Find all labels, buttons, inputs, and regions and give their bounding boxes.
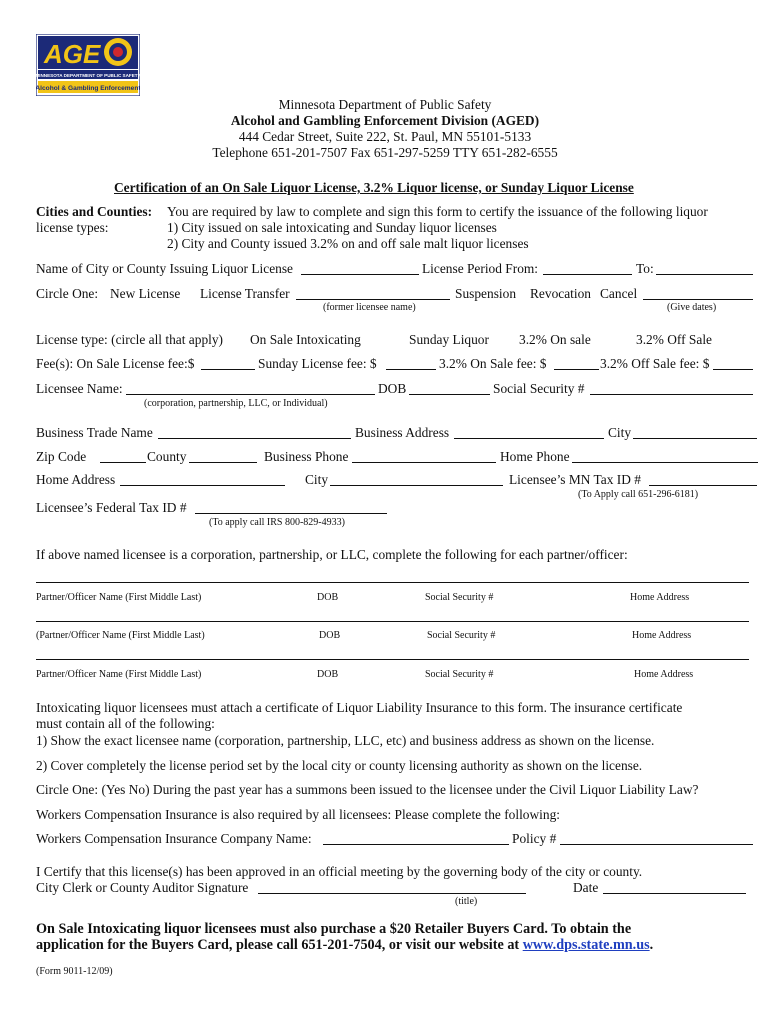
buyers-card-notice-1: On Sale Intoxicating liquor licensees must also purchase a $20 Retailer Buyers Card. To obtain the — [36, 921, 632, 937]
workers-comp-company-label: Workers Compensation Insurance Company Name: — [36, 831, 312, 846]
partner-row-3-address: Home Address — [634, 669, 694, 680]
corporation-note: (corporation, partnership, LLC, or Individual) — [144, 398, 328, 409]
mn-tax-note: (To Apply call 651-296-6181) — [578, 489, 699, 500]
insurance-text-2: must contain all of the following: — [36, 716, 215, 731]
zip-label: Zip Code — [36, 449, 87, 464]
option-cancel[interactable]: Cancel — [600, 286, 638, 301]
licensee-dob-label: DOB — [378, 381, 407, 396]
intro-item-2: 2) City and County issued 3.2% on and off sale malt liquor licenses — [167, 236, 529, 251]
county-field[interactable] — [189, 462, 257, 463]
licensee-dob-field[interactable] — [409, 394, 490, 395]
partner-row-2-line[interactable] — [36, 621, 749, 622]
give-dates-field[interactable] — [643, 299, 753, 300]
partner-row-3-ssn: Social Security # — [425, 669, 494, 680]
partner-row-2-address: Home Address — [632, 630, 692, 641]
type-sunday-liquor[interactable]: Sunday Liquor — [409, 332, 489, 347]
licensee-name-field[interactable] — [126, 394, 375, 395]
certify-text: I Certify that this license(s) has been approved in an official meeting by the governing body of the city or county. — [36, 864, 643, 879]
intro-label-2: license types: — [36, 220, 109, 235]
option-revocation[interactable]: Revocation — [530, 286, 591, 301]
header-department: Minnesota Department of Public Safety — [278, 97, 492, 112]
fee-on-sale-field[interactable] — [201, 369, 255, 370]
insurance-item-1: 1) Show the exact licensee name (corporation, partnership, LLC, etc) and business address as shown on the license. — [36, 733, 655, 748]
fee-sunday-field[interactable] — [386, 369, 436, 370]
fee-3-2-on-field[interactable] — [554, 369, 599, 370]
type-3-2-off-sale[interactable]: 3.2% Off Sale — [636, 332, 712, 347]
fee-sunday-label: Sunday License fee: $ — [258, 356, 377, 371]
signature-field[interactable] — [258, 893, 526, 894]
intro-text: You are required by law to complete and sign this form to certify the issuance of the following liquor — [167, 204, 708, 219]
logo-banner: Alcohol & Gambling Enforcement — [36, 85, 140, 92]
business-city-field[interactable] — [633, 438, 757, 439]
workers-comp-text: Workers Compensation Insurance is also required by all licensees: Please complete the following: — [36, 807, 560, 822]
business-address-field[interactable] — [454, 438, 604, 439]
issuing-field[interactable] — [301, 274, 419, 275]
licensee-ssn-field[interactable] — [590, 394, 753, 395]
intro-label: Cities and Counties: — [36, 204, 153, 219]
partner-row-1-ssn: Social Security # — [425, 592, 494, 603]
period-to-label: To: — [636, 261, 654, 276]
county-label: County — [147, 449, 187, 464]
partner-row-2-ssn: Social Security # — [427, 630, 496, 641]
insurance-item-2: 2) Cover completely the license period set by the local city or county licensing authority as shown on the license. — [36, 758, 643, 773]
home-city-label: City — [305, 472, 329, 487]
notice-period: . — [649, 937, 654, 953]
business-city-label: City — [608, 425, 632, 440]
home-phone-field[interactable] — [572, 462, 758, 463]
mn-tax-field[interactable] — [649, 485, 757, 486]
partner-row-1-dob: DOB — [317, 592, 339, 603]
signature-label: City Clerk or County Auditor Signature — [36, 880, 249, 895]
circle-one-label: Circle One: — [36, 286, 99, 301]
period-from-field[interactable] — [543, 274, 632, 275]
period-to-field[interactable] — [656, 274, 753, 275]
home-address-label: Home Address — [36, 472, 116, 487]
header-division: Alcohol and Gambling Enforcement Division (AGED) — [230, 113, 540, 128]
type-3-2-on-sale[interactable]: 3.2% On sale — [519, 332, 591, 347]
federal-tax-field[interactable] — [195, 513, 387, 514]
fee-3-2-off-field[interactable] — [713, 369, 753, 370]
issuing-label: Name of City or County Issuing Liquor License — [36, 261, 293, 276]
logo-letters: AGE — [44, 39, 101, 69]
business-phone-field[interactable] — [352, 462, 496, 463]
licensee-ssn-label: Social Security # — [493, 381, 585, 396]
license-type-label: License type: (circle all that apply) — [36, 332, 224, 347]
business-phone-label: Business Phone — [264, 449, 349, 464]
workers-comp-company-field[interactable] — [323, 844, 509, 845]
dps-website-link[interactable]: www.dps.state.mn.us — [522, 937, 650, 953]
federal-tax-note: (To apply call IRS 800-829-4933) — [209, 517, 345, 528]
header-phones: Telephone 651-201-7507 Fax 651-297-5259 TTY 651-282-6555 — [212, 145, 558, 160]
aged-logo — [36, 34, 140, 96]
insurance-text-1: Intoxicating liquor licensees must attach a certificate of Liquor Liability Insurance to this form. The insurance certificate — [36, 700, 683, 715]
partner-row-1-line[interactable] — [36, 582, 749, 583]
logo-subtitle: MINNESOTA DEPARTMENT OF PUBLIC SAFETY — [36, 73, 140, 78]
partner-row-3-dob: DOB — [317, 669, 339, 680]
partners-intro: If above named licensee is a corporation, partnership, or LLC, complete the following for each partner/officer: — [36, 547, 628, 562]
partner-row-3-line[interactable] — [36, 659, 749, 660]
form-title: Certification of an On Sale Liquor License, 3.2% Liquor license, or Sunday Liquor License — [114, 180, 634, 195]
partner-row-3-name: Partner/Officer Name (First Middle Last) — [36, 669, 202, 680]
date-field[interactable] — [603, 893, 746, 894]
header-address: 444 Cedar Street, Suite 222, St. Paul, MN 55101-5133 — [238, 129, 532, 144]
fee-3-2-off-label: 3.2% Off Sale fee: $ — [600, 356, 710, 371]
intro-item-1: 1) City issued on sale intoxicating and Sunday liquor licenses — [167, 220, 497, 235]
partner-row-2-dob: DOB — [319, 630, 341, 641]
fee-3-2-on-label: 3.2% On Sale fee: $ — [439, 356, 547, 371]
buyers-card-notice-2-text: application for the Buyers Card, please call 651-201-7504, or visit our website at — [36, 937, 520, 953]
mn-tax-label: Licensee’s MN Tax ID # — [509, 472, 641, 487]
home-city-field[interactable] — [330, 485, 503, 486]
policy-label: Policy # — [512, 831, 557, 846]
period-from-label: License Period From: — [422, 261, 539, 276]
federal-tax-label: Licensee’s Federal Tax ID # — [36, 500, 187, 515]
policy-field[interactable] — [560, 844, 753, 845]
home-address-field[interactable] — [120, 485, 285, 486]
option-suspension[interactable]: Suspension — [455, 286, 517, 301]
home-phone-label: Home Phone — [500, 449, 570, 464]
aged-logo-graphic — [36, 34, 140, 96]
summons-question: Circle One: (Yes No) During the past year has a summons been issued to the licensee under the Civil Liquor Liability Law? — [36, 782, 699, 797]
fee-on-sale-label: Fee(s): On Sale License fee:$ — [36, 356, 195, 371]
former-licensee-field[interactable] — [296, 299, 450, 300]
licensee-name-label: Licensee Name: — [36, 381, 123, 396]
option-license-transfer[interactable]: License Transfer — [200, 286, 290, 301]
title-note: (title) — [455, 896, 478, 907]
trade-name-field[interactable] — [158, 438, 351, 439]
partner-row-1-address: Home Address — [630, 592, 690, 603]
former-licensee-note: (former licensee name) — [323, 302, 416, 313]
type-on-sale-intoxicating[interactable]: On Sale Intoxicating — [250, 332, 361, 347]
give-dates-note: (Give dates) — [667, 302, 717, 313]
trade-name-label: Business Trade Name — [36, 425, 153, 440]
business-address-label: Business Address — [355, 425, 450, 440]
option-new-license[interactable]: New License — [110, 286, 181, 301]
buyers-card-notice-2 — [36, 937, 653, 954]
form-number: (Form 9011-12/09) — [36, 966, 113, 977]
partner-row-2-name: (Partner/Officer Name (First Middle Last) — [36, 630, 205, 641]
zip-field[interactable] — [100, 462, 146, 463]
date-label: Date — [573, 880, 599, 895]
partner-row-1-name: Partner/Officer Name (First Middle Last) — [36, 592, 202, 603]
